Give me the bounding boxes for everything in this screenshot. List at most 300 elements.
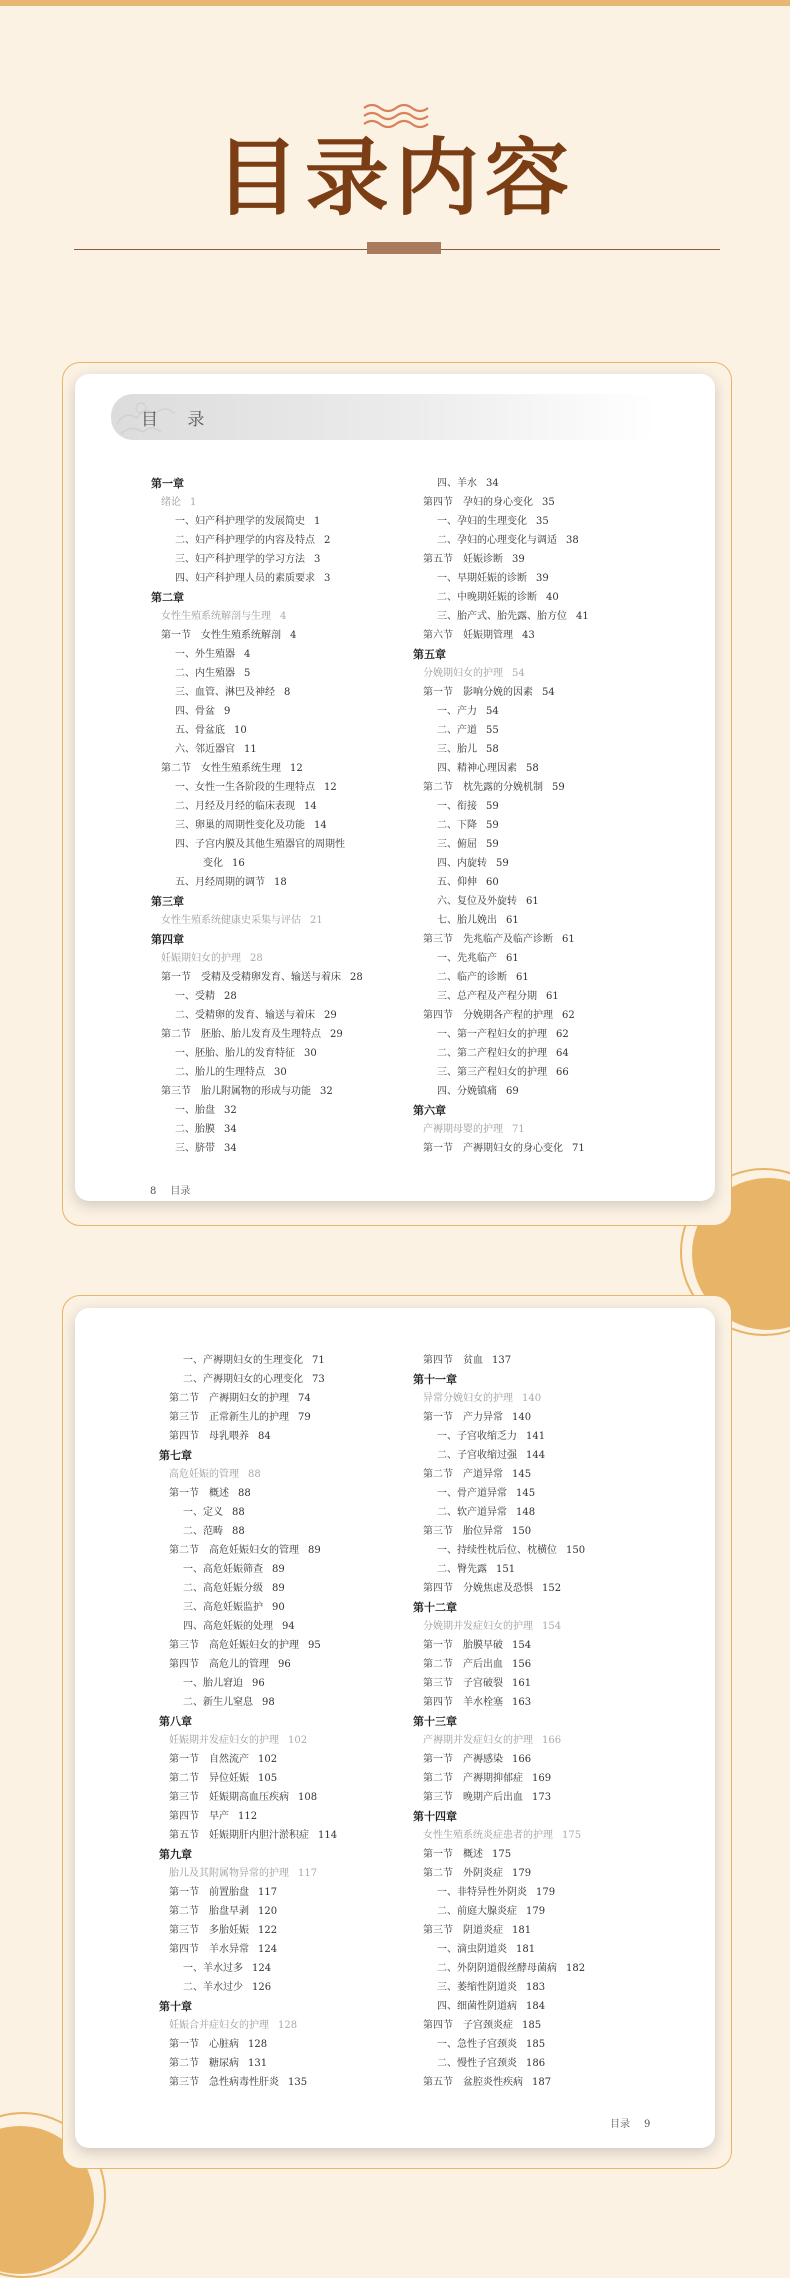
toc-item xyxy=(151,550,363,569)
page-number: 8 xyxy=(150,1186,157,1197)
toc-section xyxy=(159,1902,337,1921)
toc-section xyxy=(413,1636,585,1655)
toc-left-column xyxy=(159,1351,337,2092)
toc-entry-text: 四、细菌性阴道病 xyxy=(437,2001,517,2012)
toc-item xyxy=(413,1427,585,1446)
toc-page-number: 128 xyxy=(278,2020,298,2031)
toc-entry-text: 分娩期妇女的护理 xyxy=(423,668,503,679)
toc-page-number: 14 xyxy=(304,801,317,812)
toc-entry-text: 三、血管、淋巴及神经 xyxy=(175,687,275,698)
toc-item xyxy=(151,512,363,531)
toc-page-number: 102 xyxy=(258,1754,278,1765)
toc-section xyxy=(159,1750,337,1769)
toc-entry-text: 四、分娩镇痛 xyxy=(437,1086,497,1097)
toc-entry-text: 第三节 妊娠期高血压疾病 xyxy=(169,1792,289,1803)
toc-entry-text: 第四节 贫血 xyxy=(423,1355,483,1366)
toc-page-number: 112 xyxy=(238,1811,258,1822)
toc-item xyxy=(413,2035,585,2054)
toc-item xyxy=(413,474,589,493)
toc-entry-text: 女性生殖系统炎症患者的护理 xyxy=(423,1830,553,1841)
toc-item xyxy=(413,759,589,778)
toc-entry-text: 二、胎儿的生理特点 xyxy=(175,1067,265,1078)
toc-entry-text: 第三节 胎位异常 xyxy=(423,1526,503,1537)
toc-entry-text: 第一节 胎膜早破 xyxy=(423,1640,503,1651)
toc-section xyxy=(159,2054,337,2073)
toc-entry-text: 高危妊娠的管理 xyxy=(169,1469,239,1480)
toc-item xyxy=(413,1997,585,2016)
toc-page-number: 40 xyxy=(546,592,559,603)
toc-page-number: 117 xyxy=(298,1868,318,1879)
toc-entry-text: 第四节 子宫颈炎症 xyxy=(423,2020,513,2031)
toc-page-number: 2 xyxy=(324,535,331,546)
toc-page-number: 150 xyxy=(512,1526,532,1537)
toc-entry-text: 三、萎缩性阴道炎 xyxy=(437,1982,517,1993)
toc-item xyxy=(413,1446,585,1465)
toc-title xyxy=(413,1617,585,1636)
toc-section xyxy=(159,1788,337,1807)
toc-item xyxy=(413,1484,585,1503)
toc-page-number: 185 xyxy=(522,2020,542,2031)
toc-page-number: 9 xyxy=(224,706,231,717)
toc-chapter xyxy=(413,1598,585,1617)
toc-page-number: 5 xyxy=(244,668,251,679)
toc-entry-text: 第四节 分娩焦虑及恐惧 xyxy=(423,1583,533,1594)
toc-item xyxy=(413,1503,585,1522)
toc-section xyxy=(413,2016,585,2035)
toc-section xyxy=(413,1408,585,1427)
toc-section xyxy=(159,1826,337,1845)
toc-item xyxy=(159,1598,337,1617)
toc-page-number: 128 xyxy=(248,2039,268,2050)
toc-page-number: 102 xyxy=(288,1735,308,1746)
toc-section xyxy=(151,1025,363,1044)
toc-page-number: 29 xyxy=(330,1029,343,1040)
toc-page-number: 181 xyxy=(516,1944,536,1955)
toc-page-number: 28 xyxy=(224,991,237,1002)
toc-page-number: 175 xyxy=(562,1830,582,1841)
toc-item xyxy=(151,1044,363,1063)
toc-item xyxy=(413,1560,585,1579)
toc-page-number: 150 xyxy=(566,1545,586,1556)
folio-label: 目录 xyxy=(170,1186,191,1197)
toc-entry-text: 第五节 盆腔炎性疾病 xyxy=(423,2077,523,2088)
toc-page-number: 141 xyxy=(526,1431,546,1442)
toc-entry-text: 第四节 早产 xyxy=(169,1811,229,1822)
toc-page-number: 145 xyxy=(516,1488,536,1499)
toc-page-number: 64 xyxy=(556,1048,569,1059)
toc-section xyxy=(413,683,589,702)
toc-item xyxy=(413,531,589,550)
toc-section xyxy=(151,759,363,778)
toc-entry-text: 变化 xyxy=(203,858,223,869)
toc-item xyxy=(413,740,589,759)
toc-item xyxy=(413,911,589,930)
toc-page-number: 69 xyxy=(506,1086,519,1097)
toc-item xyxy=(413,1940,585,1959)
toc-section xyxy=(413,1579,585,1598)
toc-page-number: 71 xyxy=(512,1124,525,1135)
toc-page-number: 90 xyxy=(272,1602,285,1613)
toc-entry-text: 一、子宫收缩乏力 xyxy=(437,1431,517,1442)
toc-page-number: 12 xyxy=(290,763,303,774)
toc-page-number: 120 xyxy=(258,1906,278,1917)
toc-section xyxy=(159,2035,337,2054)
toc-entry-text: 一、非特异性外阴炎 xyxy=(437,1887,527,1898)
toc-entry-text: 第四节 羊水异常 xyxy=(169,1944,249,1955)
toc-entry-text: 分娩期并发症妇女的护理 xyxy=(423,1621,533,1632)
toc-page-number: 60 xyxy=(486,877,499,888)
toc-chapter xyxy=(159,1712,337,1731)
toc-page-number: 59 xyxy=(486,839,499,850)
toc-entry-text: 第一节 受精及受精卵发育、输送与着床 xyxy=(161,972,341,983)
toc-item xyxy=(159,1503,337,1522)
toc-page-number: 122 xyxy=(258,1925,278,1936)
toc-item xyxy=(151,797,363,816)
toc-entry-text: 第一节 心脏病 xyxy=(169,2039,239,2050)
toc-item xyxy=(151,1063,363,1082)
toc-item xyxy=(413,1541,585,1560)
toc-page-number: 11 xyxy=(244,744,257,755)
toc-page-number: 96 xyxy=(252,1678,265,1689)
toc-page-number: 84 xyxy=(258,1431,271,1442)
toc-entry-text: 五、月经周期的调节 xyxy=(175,877,265,888)
toc-section xyxy=(413,778,589,797)
toc-entry-text: 第二节 产后出血 xyxy=(423,1659,503,1670)
toc-page-number: 1 xyxy=(314,516,321,527)
toc-entry-text: 第四节 母乳喂养 xyxy=(169,1431,249,1442)
toc-page-number: 59 xyxy=(486,801,499,812)
toc-item xyxy=(151,569,363,588)
toc-page-number: 62 xyxy=(556,1029,569,1040)
toc-page-number: 61 xyxy=(506,915,519,926)
toc-page-number: 30 xyxy=(304,1048,317,1059)
toc-page-number: 54 xyxy=(486,706,499,717)
toc-page-number: 114 xyxy=(318,1830,338,1841)
toc-item xyxy=(413,607,589,626)
toc-page-number: 144 xyxy=(526,1450,546,1461)
toc-entry-text: 第六章 xyxy=(413,1104,446,1117)
top-accent-strip xyxy=(0,0,790,6)
toc-page-number: 59 xyxy=(496,858,509,869)
toc-page-number: 71 xyxy=(312,1355,325,1366)
toc-chapter xyxy=(413,1712,585,1731)
toc-entry-text: 二、下降 xyxy=(437,820,477,831)
toc-item xyxy=(413,1959,585,1978)
toc-page-number: 4 xyxy=(290,630,297,641)
toc-chapter xyxy=(159,1446,337,1465)
toc-item xyxy=(413,702,589,721)
toc-section xyxy=(413,1006,589,1025)
toc-item xyxy=(151,987,363,1006)
toc-page-number: 32 xyxy=(224,1105,237,1116)
toc-item xyxy=(159,1617,337,1636)
toc-section xyxy=(413,1674,585,1693)
toc-page-number: 154 xyxy=(512,1640,532,1651)
toc-page-number: 58 xyxy=(526,763,539,774)
toc-page-number: 124 xyxy=(258,1944,278,1955)
toc-item xyxy=(151,1006,363,1025)
toc-title xyxy=(159,1864,337,1883)
toc-page-number: 79 xyxy=(298,1412,311,1423)
toc-entry-text: 一、受精 xyxy=(175,991,215,1002)
toc-page-number: 145 xyxy=(512,1469,532,1480)
toc-entry-text: 三、高危妊娠监护 xyxy=(183,1602,263,1613)
toc-entry-text: 女性生殖系统解剖与生理 xyxy=(161,611,271,622)
toc-section xyxy=(413,1139,589,1158)
toc-entry-text: 一、外生殖器 xyxy=(175,649,235,660)
toc-page-8 xyxy=(75,374,715,1201)
toc-page-number: 3 xyxy=(314,554,321,565)
toc-section xyxy=(159,1655,337,1674)
toc-entry-text: 三、胎产式、胎先露、胎方位 xyxy=(437,611,567,622)
toc-page-number: 61 xyxy=(506,953,519,964)
toc-item xyxy=(413,1063,589,1082)
toc-entry-text: 一、产力 xyxy=(437,706,477,717)
toc-header-label: 目 录 xyxy=(141,410,217,430)
toc-entry-text: 第三节 阴道炎症 xyxy=(423,1925,503,1936)
toc-page-number: 131 xyxy=(248,2058,268,2069)
toc-title xyxy=(151,493,363,512)
toc-item xyxy=(159,1522,337,1541)
toc-entry-text: 第二节 产褥期妇女的护理 xyxy=(169,1393,289,1404)
toc-entry-text: 第二节 产道异常 xyxy=(423,1469,503,1480)
toc-chapter xyxy=(151,930,363,949)
toc-entry-text: 二、妇产科护理学的内容及特点 xyxy=(175,535,315,546)
toc-page-number: 140 xyxy=(522,1393,542,1404)
toc-entry-text: 二、新生儿窒息 xyxy=(183,1697,253,1708)
toc-page-number: 166 xyxy=(512,1754,532,1765)
toc-entry-text: 四、骨盆 xyxy=(175,706,215,717)
toc-entry-text: 第三节 晚期产后出血 xyxy=(423,1792,523,1803)
toc-item xyxy=(159,1560,337,1579)
toc-entry-text: 第三节 子宫破裂 xyxy=(423,1678,503,1689)
toc-page-number: 163 xyxy=(512,1697,532,1708)
toc-section xyxy=(413,1351,585,1370)
toc-page-number: 186 xyxy=(526,2058,546,2069)
toc-entry-text: 一、孕妇的生理变化 xyxy=(437,516,527,527)
toc-entry-text: 二、中晚期妊娠的诊断 xyxy=(437,592,537,603)
toc-item xyxy=(151,664,363,683)
toc-section xyxy=(151,968,363,987)
toc-item xyxy=(159,1978,337,1997)
toc-entry-text: 第三节 多胎妊娠 xyxy=(169,1925,249,1936)
page-title: 目录内容 xyxy=(214,128,575,227)
toc-page-number: 185 xyxy=(526,2039,546,2050)
toc-section xyxy=(413,1921,585,1940)
toc-entry-text: 二、第二产程妇女的护理 xyxy=(437,1048,547,1059)
toc-title xyxy=(151,911,363,930)
toc-item xyxy=(151,778,363,797)
toc-entry-text: 二、孕妇的心理变化与调适 xyxy=(437,535,557,546)
toc-item xyxy=(413,512,589,531)
toc-page-number: 135 xyxy=(288,2077,308,2088)
toc-page-number: 96 xyxy=(278,1659,291,1670)
toc-entry-text: 第三节 高危妊娠妇女的护理 xyxy=(169,1640,299,1651)
toc-page-number: 10 xyxy=(234,725,247,736)
toc-section xyxy=(159,1427,337,1446)
toc-page-number: 152 xyxy=(542,1583,562,1594)
toc-title xyxy=(159,1731,337,1750)
toc-page-number: 156 xyxy=(512,1659,532,1670)
toc-entry-text: 第三节 先兆临产及临产诊断 xyxy=(423,934,553,945)
toc-entry-text: 绪论 xyxy=(161,497,181,508)
toc-page-number: 30 xyxy=(274,1067,287,1078)
toc-page-number: 88 xyxy=(238,1488,251,1499)
toc-item xyxy=(413,873,589,892)
toc-entry-text: 一、定义 xyxy=(183,1507,223,1518)
toc-chapter xyxy=(159,1845,337,1864)
toc-entry-text: 第五节 妊娠诊断 xyxy=(423,554,503,565)
toc-item xyxy=(413,1044,589,1063)
toc-page-number: 1 xyxy=(190,497,197,508)
toc-entry-text: 四、精神心理因素 xyxy=(437,763,517,774)
toc-page-number: 89 xyxy=(308,1545,321,1556)
toc-item xyxy=(413,1082,589,1101)
toc-entry-text: 二、高危妊娠分级 xyxy=(183,1583,263,1594)
toc-entry-text: 二、产褥期妇女的心理变化 xyxy=(183,1374,303,1385)
toc-entry-text: 第二节 胎盘早剥 xyxy=(169,1906,249,1917)
toc-page-number: 88 xyxy=(248,1469,261,1480)
toc-page-number: 28 xyxy=(350,972,363,983)
toc-item xyxy=(151,740,363,759)
toc-entry-text: 第三节 急性病毒性肝炎 xyxy=(169,2077,279,2088)
toc-page-number: 32 xyxy=(320,1086,333,1097)
toc-entry-text: 第一节 女性生殖系统解剖 xyxy=(161,630,281,641)
toc-page-number: 38 xyxy=(566,535,579,546)
toc-entry-text: 五、仰伸 xyxy=(437,877,477,888)
toc-page-number: 66 xyxy=(556,1067,569,1078)
toc-page-number: 179 xyxy=(512,1868,532,1879)
toc-page-number: 18 xyxy=(274,877,287,888)
toc-section xyxy=(413,1788,585,1807)
toc-page-number: 41 xyxy=(576,611,589,622)
toc-page-number: 88 xyxy=(232,1526,245,1537)
toc-page-number: 61 xyxy=(546,991,559,1002)
toc-title xyxy=(413,664,589,683)
toc-entry-text: 第十四章 xyxy=(413,1810,457,1823)
toc-item xyxy=(151,721,363,740)
toc-section xyxy=(159,1408,337,1427)
toc-page-number: 61 xyxy=(562,934,575,945)
toc-item xyxy=(413,968,589,987)
toc-section xyxy=(151,626,363,645)
toc-title xyxy=(159,1465,337,1484)
toc-entry-text: 一、先兆临产 xyxy=(437,953,497,964)
toc-item xyxy=(413,987,589,1006)
toc-entry-text: 六、复位及外旋转 xyxy=(437,896,517,907)
toc-entry-text: 三、俯屈 xyxy=(437,839,477,850)
toc-item xyxy=(151,702,363,721)
toc-page-number: 94 xyxy=(282,1621,295,1632)
toc-page-number: 59 xyxy=(486,820,499,831)
toc-entry-text: 七、胎儿娩出 xyxy=(437,915,497,926)
toc-chapter xyxy=(151,474,363,493)
toc-entry-text: 一、第一产程妇女的护理 xyxy=(437,1029,547,1040)
toc-item xyxy=(413,1025,589,1044)
toc-item xyxy=(159,1351,337,1370)
toc-entry-text: 二、月经及月经的临床表现 xyxy=(175,801,295,812)
toc-item xyxy=(413,892,589,911)
toc-entry-text: 一、急性子宫颈炎 xyxy=(437,2039,517,2050)
toc-page-number: 34 xyxy=(224,1124,237,1135)
toc-section xyxy=(413,1750,585,1769)
toc-entry-text: 四、高危妊娠的处理 xyxy=(183,1621,273,1632)
toc-page-number: 89 xyxy=(272,1583,285,1594)
toc-entry-text: 五、骨盆底 xyxy=(175,725,225,736)
toc-page-number: 179 xyxy=(536,1887,556,1898)
toc-entry-text: 第二章 xyxy=(151,591,184,604)
toc-entry-text: 妊娠期并发症妇女的护理 xyxy=(169,1735,279,1746)
toc-entry-text: 异常分娩妇女的护理 xyxy=(423,1393,513,1404)
toc-section xyxy=(159,1940,337,1959)
toc-section xyxy=(151,1082,363,1101)
toc-entry-text: 第十一章 xyxy=(413,1373,457,1386)
toc-entry-text: 胎儿及其附属物异常的护理 xyxy=(169,1868,289,1879)
toc-item xyxy=(151,683,363,702)
toc-page-number: 3 xyxy=(324,573,331,584)
toc-entry-text: 二、受精卵的发育、输送与着床 xyxy=(175,1010,315,1021)
toc-section xyxy=(159,1769,337,1788)
toc-page-number: 54 xyxy=(542,687,555,698)
toc-item xyxy=(159,1370,337,1389)
page-number: 9 xyxy=(644,2119,651,2130)
toc-item xyxy=(151,1139,363,1158)
toc-item xyxy=(413,569,589,588)
toc-item xyxy=(413,854,589,873)
toc-section xyxy=(413,1465,585,1484)
toc-section xyxy=(159,1921,337,1940)
toc-item xyxy=(413,1883,585,1902)
toc-page-number: 179 xyxy=(526,1906,546,1917)
toc-entry-text: 二、臀先露 xyxy=(437,1564,487,1575)
toc-entry-text: 四、妇产科护理人员的素质要求 xyxy=(175,573,315,584)
toc-chapter xyxy=(413,645,589,664)
toc-entry-text: 第二节 异位妊娠 xyxy=(169,1773,249,1784)
toc-entry-text: 第二节 外阴炎症 xyxy=(423,1868,503,1879)
toc-title xyxy=(151,949,363,968)
toc-entry-text: 妊娠期妇女的护理 xyxy=(161,953,241,964)
toc-page-number: 184 xyxy=(526,2001,546,2012)
toc-entry-text: 第一节 概述 xyxy=(423,1849,483,1860)
wave-ornament-icon xyxy=(362,100,432,130)
toc-entry-text: 第一节 概述 xyxy=(169,1488,229,1499)
toc-section xyxy=(413,1769,585,1788)
toc-chapter xyxy=(413,1807,585,1826)
toc-page-number: 74 xyxy=(298,1393,311,1404)
toc-page-number: 187 xyxy=(532,2077,552,2088)
toc-page-number: 154 xyxy=(542,1621,562,1632)
toc-item xyxy=(413,1902,585,1921)
toc-page-number: 98 xyxy=(262,1697,275,1708)
page-folio xyxy=(610,2115,650,2130)
toc-section xyxy=(413,550,589,569)
toc-section xyxy=(413,1522,585,1541)
toc-entry-text: 二、羊水过少 xyxy=(183,1982,243,1993)
toc-page-number: 58 xyxy=(486,744,499,755)
toc-section xyxy=(413,1864,585,1883)
toc-entry-text: 三、脐带 xyxy=(175,1143,215,1154)
toc-item xyxy=(413,721,589,740)
toc-entry-text: 二、外阴阴道假丝酵母菌病 xyxy=(437,1963,557,1974)
toc-title xyxy=(151,607,363,626)
toc-entry-text: 一、妇产科护理学的发展简史 xyxy=(175,516,305,527)
toc-entry-text: 二、产道 xyxy=(437,725,477,736)
toc-entry-text: 三、第三产程妇女的护理 xyxy=(437,1067,547,1078)
toc-item xyxy=(413,816,589,835)
toc-entry-text: 第二节 女性生殖系统生理 xyxy=(161,763,281,774)
toc-entry-text: 第一节 影响分娩的因素 xyxy=(423,687,533,698)
toc-section xyxy=(159,2073,337,2092)
